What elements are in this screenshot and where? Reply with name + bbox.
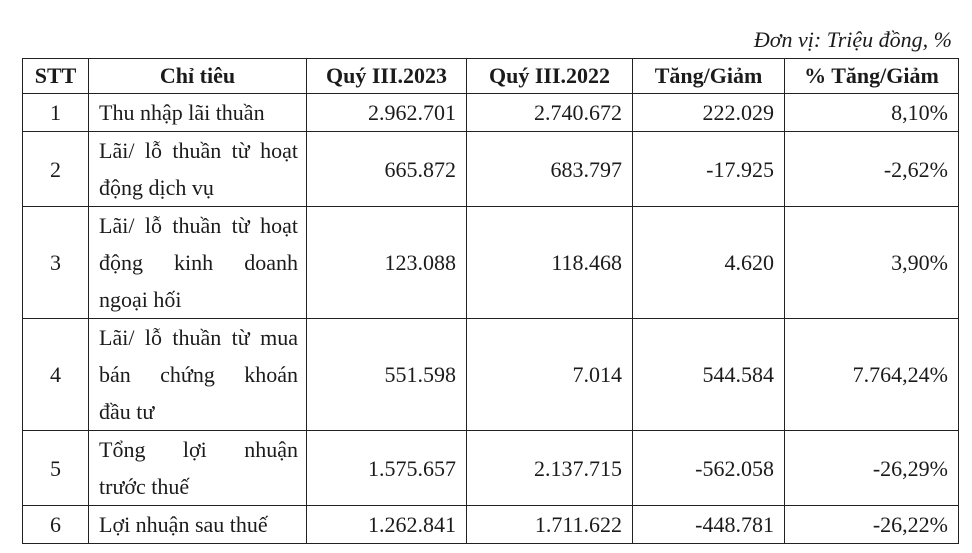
indicator-line: Tổng lợi nhuận: [99, 437, 298, 462]
cell-pct-change: -26,22%: [785, 506, 959, 544]
unit-note: Đơn vị: Triệu đồng, %: [753, 27, 952, 52]
table-header: [23, 59, 959, 94]
table-row: [23, 132, 959, 207]
indicator-line: động dịch vụ: [99, 175, 214, 200]
cell-indicator: [89, 132, 307, 207]
cell-q3-2022: 683.797: [467, 132, 633, 207]
cell-stt: 1: [23, 94, 89, 132]
indicator-line: Lãi/ lỗ thuần từ mua: [99, 325, 298, 350]
cell-q3-2023: 665.872: [307, 132, 467, 207]
table-row: [23, 319, 959, 431]
cell-stt: 3: [23, 207, 89, 319]
cell-indicator: [89, 431, 307, 506]
cell-change: 544.584: [633, 319, 785, 431]
financial-table: [22, 58, 959, 544]
indicator-line: Thu nhập lãi thuần: [99, 100, 265, 125]
indicator-line: bán chứng khoán: [99, 362, 298, 387]
cell-q3-2022: 118.468: [467, 207, 633, 319]
indicator-line: Lãi/ lỗ thuần từ hoạt: [99, 138, 298, 163]
indicator-line: trước thuế: [99, 474, 190, 499]
cell-q3-2023: 123.088: [307, 207, 467, 319]
header-q3-2022: Quý III.2022: [467, 59, 633, 94]
header-change: Tăng/Giảm: [633, 59, 785, 94]
cell-change: -448.781: [633, 506, 785, 544]
header-row: [23, 59, 959, 94]
cell-pct-change: -26,29%: [785, 431, 959, 506]
indicator-line: Lợi nhuận sau thuế: [99, 512, 268, 537]
indicator-line: động kinh doanh: [99, 250, 298, 275]
cell-stt: 5: [23, 431, 89, 506]
cell-q3-2023: 551.598: [307, 319, 467, 431]
table-row: [23, 94, 959, 132]
cell-pct-change: 3,90%: [785, 207, 959, 319]
table-body: [23, 94, 959, 544]
cell-change: 222.029: [633, 94, 785, 132]
cell-pct-change: -2,62%: [785, 132, 959, 207]
header-pct-change: % Tăng/Giảm: [785, 59, 959, 94]
cell-change: 4.620: [633, 207, 785, 319]
cell-change: -17.925: [633, 132, 785, 207]
cell-indicator: [89, 94, 307, 132]
cell-q3-2022: 7.014: [467, 319, 633, 431]
cell-q3-2023: 1.262.841: [307, 506, 467, 544]
table-row: [23, 431, 959, 506]
cell-q3-2023: 2.962.701: [307, 94, 467, 132]
cell-stt: 2: [23, 132, 89, 207]
cell-indicator: [89, 207, 307, 319]
indicator-line: đầu tư: [99, 399, 155, 424]
cell-indicator: [89, 506, 307, 544]
cell-q3-2022: 1.711.622: [467, 506, 633, 544]
indicator-line: ngoại hối: [99, 287, 182, 312]
header-q3-2023: Quý III.2023: [307, 59, 467, 94]
cell-q3-2022: 2.137.715: [467, 431, 633, 506]
table-row: [23, 506, 959, 544]
cell-indicator: [89, 319, 307, 431]
cell-q3-2022: 2.740.672: [467, 94, 633, 132]
cell-q3-2023: 1.575.657: [307, 431, 467, 506]
header-indicator: Chỉ tiêu: [89, 59, 307, 94]
header-stt: STT: [23, 59, 89, 94]
table-row: [23, 207, 959, 319]
cell-change: -562.058: [633, 431, 785, 506]
cell-pct-change: 7.764,24%: [785, 319, 959, 431]
indicator-line: Lãi/ lỗ thuần từ hoạt: [99, 213, 298, 238]
cell-pct-change: 8,10%: [785, 94, 959, 132]
cell-stt: 4: [23, 319, 89, 431]
cell-stt: 6: [23, 506, 89, 544]
